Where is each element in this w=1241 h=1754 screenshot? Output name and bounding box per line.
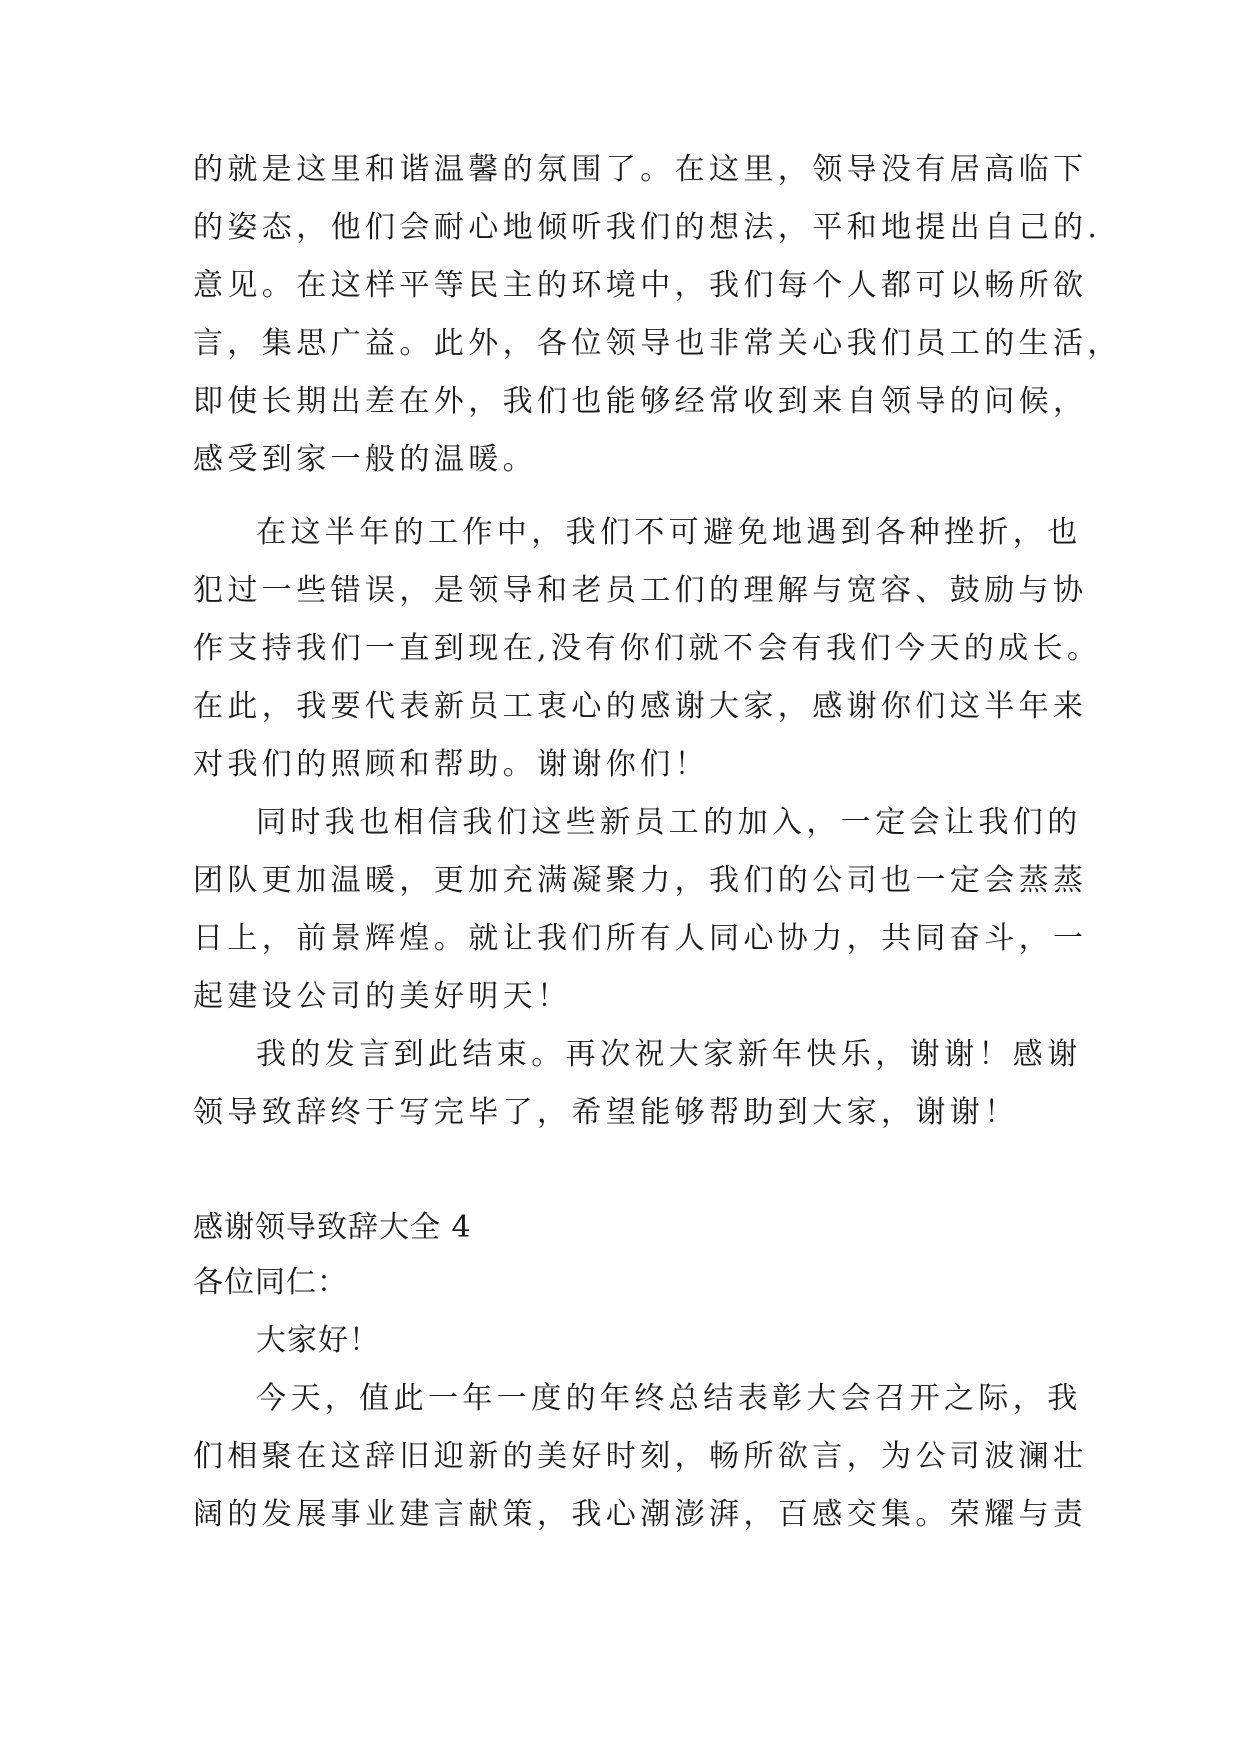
text-line: 阔的发展事业建言献策，我心潮澎湃，百感交集。荣耀与责	[193, 1497, 1088, 1532]
text-line: 团队更加温暖，更加充满凝聚力，我们的公司也一定会蒸蒸	[193, 863, 1088, 898]
paragraph-first-line: 同时我也相信我们这些新员工的加入，一定会让我们的	[256, 805, 1082, 840]
text-line: 日上，前景辉煌。就让我们所有人同心协力，共同奋斗，一	[193, 921, 1088, 956]
text-line: 对我们的照顾和帮助。谢谢你们！	[193, 747, 709, 782]
greeting: 大家好！	[256, 1323, 380, 1358]
text-line: 起建设公司的美好明天！	[193, 979, 572, 1014]
paragraph-first-line: 在这半年的工作中，我们不可避免地遇到各种挫折，也	[256, 515, 1082, 550]
text-line: 的姿态，他们会耐心地倾听我们的想法，平和地提出自己的.	[193, 210, 1102, 245]
salutation: 各位同仁：	[193, 1265, 348, 1300]
text-line: 言，集思广益。此外，各位领导也非常关心我们员工的生活，	[193, 326, 1122, 361]
text-line: 们相聚在这辞旧迎新的美好时刻，畅所欲言，为公司波澜壮	[193, 1439, 1088, 1474]
section-title: 感谢领导致辞大全 4	[193, 1210, 472, 1245]
text-line: 即使长期出差在外，我们也能够经常收到来自领导的问候，	[193, 384, 1088, 419]
text-line: 的就是这里和谐温馨的氛围了。在这里，领导没有居高临下	[193, 152, 1088, 187]
text-line: 感受到家一般的温暖。	[193, 442, 537, 477]
text-line: 作支持我们一直到现在,没有你们就不会有我们今天的成长。	[193, 631, 1102, 666]
text-line: 意见。在这样平等民主的环境中，我们每个人都可以畅所欲	[193, 268, 1088, 303]
paragraph-first-line: 我的发言到此结束。再次祝大家新年快乐，谢谢！感谢	[256, 1037, 1082, 1072]
paragraph-first-line: 今天，值此一年一度的年终总结表彰大会召开之际，我	[256, 1381, 1082, 1416]
text-line: 领导致辞终于写完毕了，希望能够帮助到大家，谢谢！	[193, 1095, 1019, 1130]
text-line: 犯过一些错误，是领导和老员工们的理解与宽容、鼓励与协	[193, 573, 1088, 608]
text-line: 在此，我要代表新员工衷心的感谢大家，感谢你们这半年来	[193, 689, 1088, 724]
